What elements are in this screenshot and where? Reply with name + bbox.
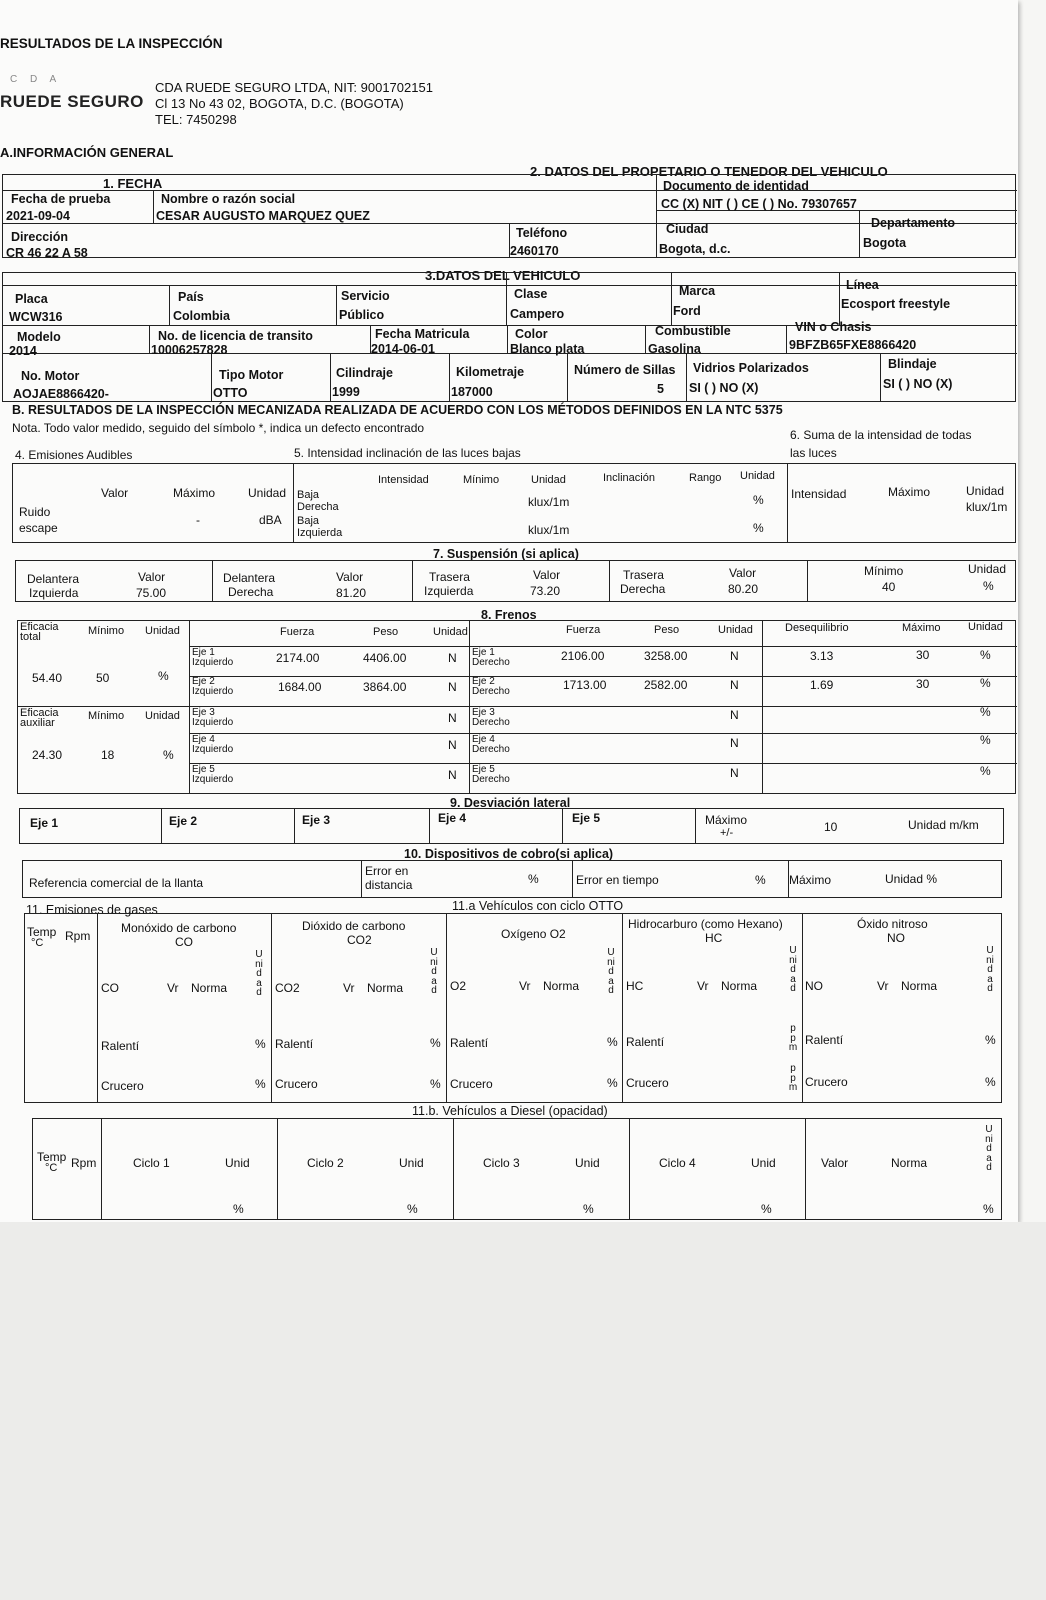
logo-small-text: C D A [10,74,62,85]
eje3-izq-label-2: Izquierdo [192,717,234,728]
modelo-label: Modelo [17,330,61,344]
eje2-unit: % [980,676,991,690]
frenos-desequilibrio-header: Desequilibrio [785,622,849,634]
frenos-auxiliar-label: auxiliar [20,717,55,729]
cobro-referencia-label: Referencia comercial de la llanta [29,876,204,890]
cobro-error-tiempo: Error en tiempo [576,873,659,887]
eje4-der-label-1: Eje 4 [472,734,495,745]
susp-delantera-izq-label-2: Izquierda [29,586,79,600]
eje3-unit: % [980,705,991,719]
matricula-value: 2014-06-01 [371,342,435,356]
cilindraje-value: 1999 [332,385,360,399]
susp-di-valor-header: Valor [138,570,166,584]
eje2-izq-fuerza: 1684.00 [278,680,322,694]
diesel-rpm-label: Rpm [71,1156,97,1170]
suspension-title: 7. Suspensión (si aplica) [433,547,579,561]
luces-baja-derecha-2: Derecha [297,501,339,513]
desv-eje3: Eje 3 [302,813,331,827]
eje4-unit: % [980,733,991,747]
no-crucero-pct: % [985,1075,996,1089]
kilometraje-label: Kilometraje [456,365,525,379]
color-value: Blanco plata [510,342,585,356]
eje1-der-label-1: Eje 1 [472,647,495,658]
ea-unidad-header: Unidad [248,486,287,500]
combustible-label: Combustible [655,324,731,338]
gases-co2-vr: Vr [343,981,355,995]
no-ralenti-pct: % [985,1033,996,1047]
departamento-value: Bogota [863,236,907,250]
emisiones-audibles-title: 4. Emisiones Audibles [15,448,133,462]
diesel-ciclo1-pct: % [233,1202,244,1216]
gases-o2-title: Oxígeno O2 [501,927,566,941]
hc-crucero-ppm: ppm [788,1063,798,1093]
luces-inclinacion-header: Inclinación [603,472,655,484]
diesel-temp-label: Temp [37,1150,67,1164]
no-ralenti: Ralentí [805,1033,844,1047]
hc-ralenti-ppm: ppm [788,1023,798,1053]
clase-label: Clase [514,287,548,301]
co-ralenti: Ralentí [101,1039,140,1053]
fecha-section-title: 1. FECHA [103,176,163,191]
suma-unidad-header: Unidad [966,484,1005,498]
susp-delantera-der-label-2: Derecha [228,585,274,599]
eje3-der-unit: N [730,708,739,722]
eje2-der-unit: N [730,678,739,692]
placa-label: Placa [15,292,48,306]
eje1-max: 30 [916,648,930,662]
gases-co-label: CO [101,981,119,995]
company-name-nit: CDA RUEDE SEGURO LTDA, NIT: 9001702151 [155,80,433,95]
suspension-table [15,560,1016,602]
servicio-value: Público [339,308,385,322]
telefono-label: Teléfono [516,226,568,240]
luces-izquierda-pct: % [753,521,764,535]
general-info-table [2,174,1016,258]
background-surface [0,1222,1046,1600]
o2-crucero: Crucero [450,1077,493,1091]
licencia-value: 10006257828 [151,343,228,357]
ea-maximo-header: Máximo [173,486,216,500]
frenos-aux-minimo-header: Mínimo [88,710,125,722]
gases-co-vr: Vr [167,981,179,995]
vidrios-value: SI ( ) NO (X) [689,381,759,395]
desv-unidad: Unidad m/km [908,818,979,832]
eje5-izq-label-1: Eje 5 [192,764,215,775]
gases-o2-label: O2 [450,979,467,993]
tipo-motor-label: Tipo Motor [219,368,284,382]
susp-trasera-izq-label-2: Izquierda [424,584,474,598]
diesel-ciclo2-pct: % [407,1202,418,1216]
luces-minimo-header: Mínimo [463,474,500,486]
diesel-ciclo4: Ciclo 4 [659,1156,696,1170]
gases-hc-title: Hidrocarburo (como Hexano) [628,917,783,931]
telefono-value: 2460170 [510,244,559,258]
desv-max-value: 10 [824,820,838,834]
susp-unidad-value: % [983,579,994,593]
motor-value: AOJAE8866420- [13,387,109,401]
nombre-label: Nombre o razón social [161,192,296,206]
motor-label: No. Motor [21,369,80,383]
suma-luces-title-2: las luces [790,446,837,460]
frenos-unidad-izq-header: Unidad [433,626,468,638]
luces-unidad2-header: Unidad [740,470,775,482]
eje4-der-label-2: Derecho [472,744,510,755]
gases-co-unidad: Unidad [255,949,263,998]
gases-hc-unidad: Unidad [789,945,797,994]
gases-temp-label: Temp [27,925,57,939]
eje2-der-label-1: Eje 2 [472,676,495,687]
gases-co2-unidad: Unidad [430,947,438,996]
frenos-total-label: total [20,631,41,643]
suma-maximo-header: Máximo [888,485,931,499]
eje1-izq-peso: 4406.00 [363,651,407,665]
suma-unidad-value: klux/1m [966,500,1008,514]
company-phone: TEL: 7450298 [155,112,237,127]
frenos-table [17,620,1016,794]
vidrios-label: Vidrios Polarizados [693,361,809,375]
no-crucero: Crucero [805,1075,848,1089]
eje4-izq-label-1: Eje 4 [192,734,215,745]
eje5-der-label-1: Eje 5 [472,764,495,775]
eje5-der-unit: N [730,766,739,780]
frenos-peso-der-header: Peso [654,624,680,636]
luces-intensidad-header: Intensidad [378,474,429,486]
marca-label: Marca [679,284,716,298]
cobro-maximo: Máximo [789,873,832,887]
eje5-izq-unit: N [448,768,457,782]
frenos-ef-aux-min: 18 [101,748,115,762]
fecha-prueba-label: Fecha de prueba [11,192,111,206]
sillas-value: 5 [657,382,664,396]
eje2-der-label-2: Derecho [472,686,510,697]
blindaje-value: SI ( ) NO (X) [883,377,953,391]
diesel-ciclo3-pct: % [583,1202,594,1216]
eje1-izq-label-1: Eje 1 [192,647,215,658]
eje5-der-label-2: Derecho [472,774,510,785]
departamento-label: Departamento [871,216,956,230]
gases-co-norma: Norma [191,981,228,995]
vin-label: VIN o Chasis [795,320,872,334]
eje5-izq-label-2: Izquierdo [192,774,234,785]
cobro-table [22,860,1002,898]
ciudad-value: Bogota, d.c. [659,242,731,256]
cobro-distancia-pct: % [528,872,539,886]
frenos-aux-unidad-header: Unidad [145,710,180,722]
frenos-peso-izq-header: Peso [373,626,399,638]
cobro-tiempo-pct: % [755,873,766,887]
nombre-value: CESAR AUGUSTO MARQUEZ QUEZ [156,209,370,223]
gases-otto-table [24,913,1002,1103]
propietario-section-title: 2. DATOS DEL PROPETARIO O TENEDOR DEL VEHICULO [530,164,888,179]
diesel-ciclo3: Ciclo 3 [483,1156,520,1170]
diesel-ciclo2: Ciclo 2 [307,1156,344,1170]
cobro-title: 10. Dispositivos de cobro(si aplica) [404,847,614,861]
co-crucero-pct: % [255,1077,266,1091]
eje2-desequilibrio: 1.69 [810,678,834,692]
gases-hc-vr: Vr [697,979,709,993]
gases-co-title: Monóxido de carbono [121,921,237,935]
diesel-norma: Norma [891,1156,928,1170]
co2-crucero-pct: % [430,1077,441,1091]
combustible-value: Gasolina [648,342,701,356]
gases-title: 11. Emisiones de gases [26,903,158,917]
eje1-unit: % [980,648,991,662]
susp-delantera-izq-label-1: Delantera [27,572,80,586]
pais-label: País [178,290,204,304]
co-ralenti-pct: % [255,1037,266,1051]
licencia-label: No. de licencia de transito [158,329,313,343]
desv-maximo: Máximo [705,813,748,827]
diesel-ciclo4-pct: % [761,1202,772,1216]
blindaje-label: Blindaje [888,357,937,371]
frenos-ef-total-value: 54.40 [32,671,63,685]
eje1-der-peso: 3258.00 [644,649,688,663]
susp-delantera-der-label-1: Delantera [223,571,276,585]
suma-intensidad-header: Intensidad [791,487,847,501]
company-info [155,80,433,128]
fecha-prueba-value: 2021-09-04 [6,209,70,223]
clase-value: Campero [510,307,565,321]
o2-crucero-pct: % [607,1076,618,1090]
o2-ralenti: Ralentí [450,1036,489,1050]
ea-ruido-label: Ruido [19,505,51,519]
company-logo: RUEDE SEGURO [0,92,144,111]
marca-value: Ford [673,304,701,318]
gases-o2-vr: Vr [519,979,531,993]
o2-ralenti-pct: % [607,1035,618,1049]
gases-no-title: Óxido nitroso [857,917,928,931]
susp-dd-value: 81.20 [336,586,367,600]
section-a-title: A.INFORMACIÓN GENERAL [0,145,174,160]
frenos-unidad-der-header: Unidad [718,624,753,636]
diesel-ciclo1: Ciclo 1 [133,1156,170,1170]
susp-di-value: 75.00 [136,586,167,600]
ea-escape-label: escape [19,521,58,535]
diesel-table [32,1118,1002,1220]
cobro-error-distancia-1: Error en [365,864,409,878]
gases-no-norma: Norma [901,979,938,993]
emisiones-luces-table [12,463,788,543]
eje1-izq-label-2: Izquierdo [192,657,234,668]
co2-crucero: Crucero [275,1077,318,1091]
gases-hc-sub: HC [705,931,723,945]
luces-unidad-header: Unidad [531,474,566,486]
hc-crucero: Crucero [626,1076,669,1090]
suma-luces-title-1: 6. Suma de la intensidad de todas [790,428,972,442]
frenos-ef-aux-value: 24.30 [32,748,63,762]
frenos-eficacia-aux-label: Eficacia [20,707,59,719]
susp-ti-valor-header: Valor [533,568,561,582]
cobro-unidad: Unidad % [885,872,938,886]
diesel-title: 11.b. Vehículos a Diesel (opacidad) [412,1104,608,1118]
susp-td-value: 80.20 [728,582,759,596]
eje2-izq-peso: 3864.00 [363,680,407,694]
desv-pm: +/- [720,827,734,839]
gases-co2-sub: CO2 [347,933,372,947]
ea-maximo-value: - [196,513,200,527]
suma-luces-table [788,463,1016,543]
gases-no-unidad: Unidad [986,945,994,994]
matricula-label: Fecha Matricula [375,327,470,341]
ea-unidad-value: dBA [259,513,282,527]
tipo-motor-value: OTTO [213,386,248,400]
gases-no-sub: NO [887,931,905,945]
susp-unidad-header: Unidad [968,562,1007,576]
gases-otto-title: 11.a Vehículos con ciclo OTTO [452,899,624,913]
luces-title: 5. Intensidad inclinación de las luces bajas [294,446,521,460]
company-address: Cl 13 No 43 02, BOGOTA, D.C. (BOGOTA) [155,96,404,111]
eje1-izq-unit: N [448,651,457,665]
luces-derecha-pct: % [753,493,764,507]
gases-rpm-label: Rpm [65,929,91,943]
luces-baja-izquierda-2: Izquierda [297,527,343,539]
report-title: RESULTADOS DE LA INSPECCIÓN [0,36,223,51]
susp-minimo-header: Mínimo [864,564,904,578]
gases-co-sub: CO [175,935,193,949]
eje4-izq-label-2: Izquierdo [192,744,234,755]
frenos-unidad-header-2: Unidad [968,621,1003,633]
section-b-note: Nota. Todo valor medido, seguido del símbolo *, indica un defecto encontrado [12,421,425,435]
co-crucero: Crucero [101,1079,144,1093]
cilindraje-label: Cilindraje [336,366,393,380]
kilometraje-value: 187000 [451,385,493,399]
servicio-label: Servicio [341,289,390,303]
hc-ralenti: Ralentí [626,1035,665,1049]
eje1-der-label-2: Derecho [472,657,510,668]
luces-derecha-unit: klux/1m [528,495,570,509]
placa-value: WCW316 [9,310,63,324]
vehicle-data-table [2,272,1016,402]
direccion-label: Dirección [11,230,68,244]
desv-eje5: Eje 5 [572,811,601,825]
frenos-eficacia-label: Eficacia [20,621,59,633]
susp-ti-value: 73.20 [530,584,561,598]
linea-value: Ecosport freestyle [841,297,951,311]
diesel-ciclo1-unid: Unid [225,1156,250,1170]
susp-trasera-der-label-2: Derecha [620,582,666,596]
documento-value: CC (X) NIT ( ) CE ( ) No. 79307657 [661,197,857,211]
co2-ralenti: Ralentí [275,1037,314,1051]
gases-co2-title: Dióxido de carbono [302,919,406,933]
cobro-error-distancia-2: distancia [365,878,413,892]
eje3-der-label-1: Eje 3 [472,707,495,718]
direccion-value: CR 46 22 A 58 [6,246,88,260]
eje2-izq-label-2: Izquierdo [192,686,234,697]
desv-eje2: Eje 2 [169,814,198,828]
susp-trasera-izq-label-1: Trasera [429,570,470,584]
desv-eje4: Eje 4 [438,811,467,825]
eje1-der-fuerza: 2106.00 [561,649,605,663]
diesel-ciclo4-unid: Unid [751,1156,776,1170]
frenos-unidad-header: Unidad [145,625,180,637]
desviacion-title: 9. Desviación lateral [450,796,571,810]
eje1-desequilibrio: 3.13 [810,649,834,663]
luces-baja-izquierda-1: Baja [297,515,320,527]
vin-value: 9BFZB65FXE8866420 [789,338,917,352]
diesel-unidad: Unidad [985,1124,993,1173]
diesel-valor: Valor [821,1156,849,1170]
diesel-ciclo2-unid: Unid [399,1156,424,1170]
pais-value: Colombia [173,309,230,323]
eje2-max: 30 [916,677,930,691]
eje3-izq-label-1: Eje 3 [192,707,215,718]
frenos-ef-total-unit: % [158,669,169,683]
gases-o2-unidad: Unidad [607,947,615,996]
documento-label: Documento de identidad [663,179,809,193]
desviacion-table [19,808,1004,844]
frenos-minimo-header: Mínimo [88,625,125,637]
gases-degc-label: °C [31,937,44,949]
vehiculo-section-title: 3.DATOS DEL VEHICULO [425,268,581,283]
gases-co2-norma: Norma [367,981,404,995]
frenos-ef-total-min: 50 [96,671,110,685]
linea-label: Línea [846,278,879,292]
desv-eje1: Eje 1 [30,816,59,830]
section-b-title: B. RESULTADOS DE LA INSPECCIÓN MECANIZADA REALIZADA DE ACUERDO CON LOS MÉTODOS DEFINIDOS EN LA NTC 5375 [12,403,783,417]
diesel-unidad-pct: % [983,1202,994,1216]
frenos-fuerza-der-header: Fuerza [566,624,601,636]
co2-ralenti-pct: % [430,1036,441,1050]
eje5-unit: % [980,764,991,778]
luces-rango-header: Rango [689,472,722,484]
eje2-der-peso: 2582.00 [644,678,688,692]
frenos-fuerza-izq-header: Fuerza [280,626,315,638]
eje3-izq-unit: N [448,711,457,725]
eje2-izq-unit: N [448,680,457,694]
susp-minimo-value: 40 [882,580,896,594]
gases-o2-norma: Norma [543,979,580,993]
gases-no-label: NO [805,979,823,993]
susp-trasera-der-label-1: Trasera [623,568,664,582]
luces-izquierda-unit: klux/1m [528,523,570,537]
color-label: Color [515,327,548,341]
luces-baja-derecha-1: Baja [297,489,320,501]
eje4-izq-unit: N [448,738,457,752]
susp-dd-valor-header: Valor [336,570,364,584]
gases-hc-label: HC [626,979,644,993]
eje1-der-unit: N [730,649,739,663]
eje1-izq-fuerza: 2174.00 [276,651,320,665]
susp-td-valor-header: Valor [729,566,757,580]
gases-hc-norma: Norma [721,979,758,993]
diesel-degc-label: °C [45,1162,58,1174]
eje4-der-unit: N [730,736,739,750]
diesel-ciclo3-unid: Unid [575,1156,600,1170]
frenos-ef-aux-unit: % [163,748,174,762]
frenos-title: 8. Frenos [481,608,537,622]
modelo-value: 2014 [9,344,37,358]
ea-valor-header: Valor [101,486,129,500]
ciudad-label: Ciudad [666,222,709,236]
frenos-maximo-header: Máximo [902,622,941,634]
eje2-der-fuerza: 1713.00 [563,678,607,692]
gases-co2-label: CO2 [275,981,300,995]
sillas-label: Número de Sillas [574,363,676,377]
gases-no-vr: Vr [877,979,889,993]
eje2-izq-label-1: Eje 2 [192,676,215,687]
eje3-der-label-2: Derecho [472,717,510,728]
